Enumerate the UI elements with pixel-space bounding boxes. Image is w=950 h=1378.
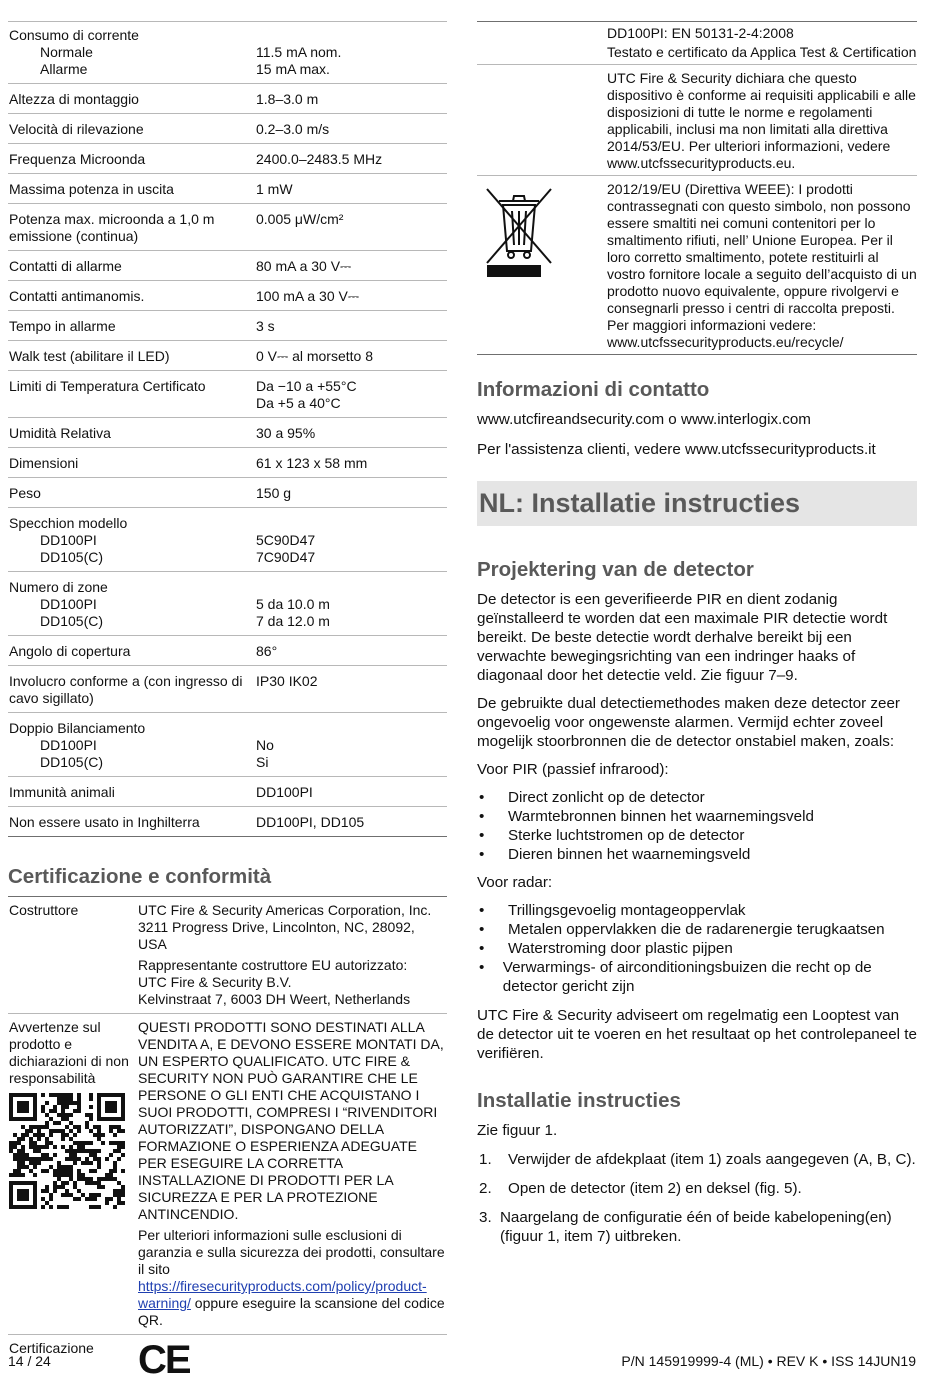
spec-label: Involucro conforme a (con ingresso di cavo sigillato) <box>9 673 243 706</box>
product-warning-link[interactable]: https://firesecurityproducts.com/policy/product-warning/ <box>138 1278 427 1311</box>
spec-value: 3 s <box>256 318 275 334</box>
spec-value: 0.2–3.0 m/s <box>256 121 330 137</box>
spec-value: 1.8–3.0 m <box>256 91 319 107</box>
list-item: • Trillingsgevoelig montageoppervlak <box>479 902 746 919</box>
bullet-icon: • <box>479 827 485 844</box>
spec-row <box>8 507 447 571</box>
warnings-label: Avvertenze sul prodotto e dichiarazioni di non responsabilità <box>9 1019 129 1086</box>
install-steps <box>477 1150 917 1246</box>
spec-label: Frequenza Microonda <box>9 151 146 167</box>
list-item: • Warmtebronnen binnen het waarnemingsveld <box>479 808 814 825</box>
spec-value: 150 g <box>256 485 292 501</box>
crossed-out-bin-icon <box>481 183 557 279</box>
spec-row <box>8 477 447 507</box>
spec-row <box>8 21 447 83</box>
projektering-paragraph-2: De gebruikte dual detectiemethodes maken deze detector zeer ongevoelig voor ongewenste alarmen. Vermijd echter zoveel mogelijk stoorbronnen die de detector onstabiel maken, zoals: <box>477 695 900 750</box>
part-number: P/N 145919999-4 (ML) • REV K • ISS 14JUN19 <box>621 1353 916 1369</box>
bullet-icon: • <box>479 902 485 919</box>
list-item: • Verwarmings- of airconditioningsbuizen die recht op de detector gericht zijn <box>479 959 872 995</box>
spec-label: Umidità Relativa <box>9 425 111 441</box>
pir-list <box>477 788 917 864</box>
spec-row <box>8 806 447 836</box>
pir-label: Voor PIR (passief infrarood): <box>477 761 669 778</box>
spec-label: Numero di zone <box>9 579 108 595</box>
spec-row <box>8 635 447 665</box>
spec-label: Potenza max. microonda a 1,0 m emissione (continua) <box>9 211 215 244</box>
spec-label: Peso <box>9 485 41 501</box>
spec-label: Angolo di copertura <box>9 643 131 659</box>
spec-row <box>8 173 447 203</box>
spec-row <box>8 571 447 635</box>
eu-representative: Rappresentante costruttore EU autorizzato: UTC Fire & Security B.V. Kelvinstraat 7, 6003 DH Weert, Netherlands <box>138 957 411 1007</box>
spec-sub-label: Normale <box>40 44 93 60</box>
spec-value: Da −10 a +55°C Da +5 a 40°C <box>256 378 357 411</box>
spec-label: Walk test (abilitare il LED) <box>9 348 170 364</box>
spec-value: 1 mW <box>256 181 293 197</box>
spec-value: 0 V⎓ al morsetto 8 <box>256 348 373 364</box>
install-step: 3. Naargelang de configuratie één of beide kabelopening(en) (figuur 1, item 7) uitbreken. <box>479 1209 892 1245</box>
contact-heading: Informazioni di contatto <box>477 378 710 401</box>
spec-label: Immunità animali <box>9 784 115 800</box>
radar-label: Voor radar: <box>477 874 553 891</box>
page-number: 14 / 24 <box>8 1353 51 1369</box>
standard-text: DD100PI: EN 50131-2-4:2008 <box>607 25 794 41</box>
qr-code[interactable] <box>9 1093 125 1209</box>
projektering-heading: Projektering van de detector <box>477 558 754 581</box>
declaration-text: UTC Fire & Security dichiara che questo dispositivo è conforme ai requisiti applicabili e alle disposizioni di tutte le norme e regolamenti applicabili, inclusi ma non limitati alla direttiva 2014/53/EU. Per ulteriori informazioni, vedere www.utcfssecurityproducts.eu. <box>607 70 916 171</box>
spec-label: Non essere usato in Inghilterra <box>9 814 200 830</box>
spec-sub-value: 15 mA max. <box>256 61 330 77</box>
bullet-icon: • <box>479 921 485 938</box>
spec-label: Massima potenza in uscita <box>9 181 174 197</box>
weee-text: 2012/19/EU (Direttiva WEEE): I prodotti contrassegnati con questo simbolo, non possono essere smaltiti nei comuni contenitori per lo smaltimento rifiuti, nell’ Unione Europea. Per il loro corretto smaltimento, potete restituirli al vostro fornitore locale a seguito dell’acquisto di un prodotto nuovo equivalente, oppure rivolgervi e consegnarli presso i centri di raccolta preposti. Per maggiori informazioni vedere: www.utcfssecurityproducts.eu/recycle/ <box>607 181 917 350</box>
spec-value <box>256 579 447 596</box>
spec-sub-label: DD105(C) <box>40 549 104 565</box>
cert-heading: Certificazione e conformità <box>8 865 272 888</box>
spec-row <box>8 370 447 417</box>
spec-value: 100 mA a 30 V⎓ <box>256 288 360 304</box>
manufacturer-label: Costruttore <box>9 902 79 918</box>
bullet-icon: • <box>479 846 485 863</box>
contact-support: Per l'assistenza clienti, vedere www.utcfssecurityproducts.it <box>477 441 876 458</box>
cert-table <box>8 896 447 1378</box>
spec-sub-label: DD105(C) <box>40 613 104 629</box>
compliance-row-standard <box>477 21 917 64</box>
spec-value <box>256 27 447 44</box>
spec-sub-label: Allarme <box>40 61 88 77</box>
manufacturer-address: UTC Fire & Security Americas Corporation, Inc. 3211 Progress Drive, Lincolnton, NC, 28092, USA <box>138 902 432 952</box>
cert-row-warnings <box>8 1013 447 1334</box>
bullet-icon: • <box>479 959 485 976</box>
spec-value <box>256 515 447 532</box>
compliance-table <box>477 21 917 355</box>
list-item: • Waterstroming door plastic pijpen <box>479 940 733 957</box>
spec-sub-value: 7 da 12.0 m <box>256 613 330 629</box>
right-column <box>477 21 917 1246</box>
compliance-row-declaration <box>477 64 917 175</box>
spec-row <box>8 665 447 712</box>
compliance-row-weee <box>477 175 917 354</box>
contact-websites: www.utcfireandsecurity.com o www.interlogix.com <box>477 411 811 428</box>
spec-label: Altezza di montaggio <box>9 91 139 107</box>
spec-label: Limiti di Temperatura Certificato <box>9 378 206 394</box>
spec-value: 86° <box>256 643 278 659</box>
list-item: • Metalen oppervlakken die de radarenergie terugkaatsen <box>479 921 885 938</box>
spec-row <box>8 417 447 447</box>
bullet-icon: • <box>479 940 485 957</box>
projektering-paragraph-1: De detector is een geverifieerde PIR en dient zodanig geïnstalleerd te worden dat een maximale PIR detectie wordt bereikt. De beste detectie wordt derhalve bereikt bij een verwachte bewegingsrichting van een indringer haaks of diagonaal door het detectie veld. Zie figuur 7–9. <box>477 591 888 684</box>
spec-value <box>256 720 447 737</box>
cert-row-manufacturer <box>8 896 447 1013</box>
installatie-figure-ref: Zie figuur 1. <box>477 1122 558 1139</box>
installatie-heading: Installatie instructies <box>477 1089 681 1112</box>
spec-sub-value: 5 da 10.0 m <box>256 596 330 612</box>
spec-row <box>8 340 447 370</box>
spec-sub-value: 5C90D47 <box>256 532 316 548</box>
spec-row <box>8 143 447 173</box>
spec-sub-value: 11.5 mA nom. <box>256 44 342 60</box>
tested-text: Testato e certificato da Applica Test & Certification <box>607 44 917 60</box>
spec-sub-label: DD100PI <box>40 596 97 612</box>
spec-value: IP30 IK02 <box>256 673 318 689</box>
left-column <box>8 21 447 1378</box>
nl-banner-title: NL: Installatie instructies <box>479 488 801 518</box>
spec-label: Tempo in allarme <box>9 318 116 334</box>
spec-label: Contatti di allarme <box>9 258 122 274</box>
spec-row <box>8 250 447 280</box>
spec-sub-value: 7C90D47 <box>256 549 316 565</box>
spec-value: 0.005 μW/cm² <box>256 211 344 227</box>
bullet-icon: • <box>479 789 485 806</box>
spec-label: Velocità di rilevazione <box>9 121 144 137</box>
spec-label: Dimensioni <box>9 455 79 471</box>
spec-table <box>8 21 447 836</box>
spec-row <box>8 113 447 143</box>
radar-list <box>477 901 917 996</box>
bullet-icon: • <box>479 808 485 825</box>
spec-row <box>8 447 447 477</box>
spec-value: DD100PI <box>256 784 313 800</box>
spec-row <box>8 776 447 806</box>
spec-table-end <box>8 836 447 837</box>
list-item: • Sterke luchtstromen op de detector <box>479 827 745 844</box>
certification-label: Certificazione <box>9 1340 94 1356</box>
list-item: • Direct zonlicht op de detector <box>479 789 705 806</box>
spec-label: Specchion modello <box>9 515 128 531</box>
spec-sub-value: No <box>256 737 274 753</box>
spec-row <box>8 280 447 310</box>
spec-row <box>8 712 447 776</box>
install-step: 2. Open de detector (item 2) en deksel (fig. 5). <box>479 1180 802 1197</box>
warnings-text: QUESTI PRODOTTI SONO DESTINATI ALLA VENDITA A, E DEVONO ESSERE MONTATI DA, UN ESPERTO QUALIFICATO. UTC FIRE & SECURITY NON PUÒ GARANTIRE CHE LE PERSONE O GLI ENTI CHE ACQUISTANO I SUOI PRODOTTI, COMPRESI I “RIVENDITORI AUTORIZZATI”, DISPONGANO DELLA FORMAZIONE O ESPERIENZA ADEGUATE PER ESEGUIRE LA CORRETTA INSTALLAZIONE DI PRODOTTI PER LA SICUREZZA E PER LA PROTEZIONE ANTINCENDIO. <box>138 1019 444 1222</box>
spec-row <box>8 83 447 113</box>
list-item: • Dieren binnen het waarnemingsveld <box>479 846 751 863</box>
spec-label: Contatti antimanomis. <box>9 288 145 304</box>
warnings-more-info: Per ulteriori informazioni sulle esclusioni di garanzia e sulla sicurezza dei prodotti, consultare il sito https://firesecurityproducts.com/policy/product-warning/ oppure eseguire la scansione del codice QR. <box>138 1227 445 1328</box>
spec-label: Consumo di corrente <box>9 27 139 43</box>
nl-banner <box>477 481 917 526</box>
ce-mark: CE <box>138 1338 190 1378</box>
spec-row <box>8 203 447 250</box>
spec-label: Doppio Bilanciamento <box>9 720 146 736</box>
cert-row-certification <box>8 1334 447 1378</box>
looptest-advice: UTC Fire & Security adviseert om regelmatig een Looptest van de detector uit te voeren en het resultaat op het controlepaneel te verifiëren. <box>477 1007 917 1062</box>
spec-sub-label: DD100PI <box>40 532 97 548</box>
spec-value: 2400.0–2483.5 MHz <box>256 151 383 167</box>
spec-value: DD100PI, DD105 <box>256 814 365 830</box>
spec-value: 61 x 123 x 58 mm <box>256 455 368 471</box>
spec-value: 30 a 95% <box>256 425 316 441</box>
spec-sub-label: DD100PI <box>40 737 97 753</box>
install-step: 1. Verwijder de afdekplaat (item 1) zoals aangegeven (A, B, C). <box>479 1151 916 1168</box>
spec-row <box>8 310 447 340</box>
spec-sub-value: Si <box>256 754 269 770</box>
spec-sub-label: DD105(C) <box>40 754 104 770</box>
spec-value: 80 mA a 30 V⎓ <box>256 258 352 274</box>
